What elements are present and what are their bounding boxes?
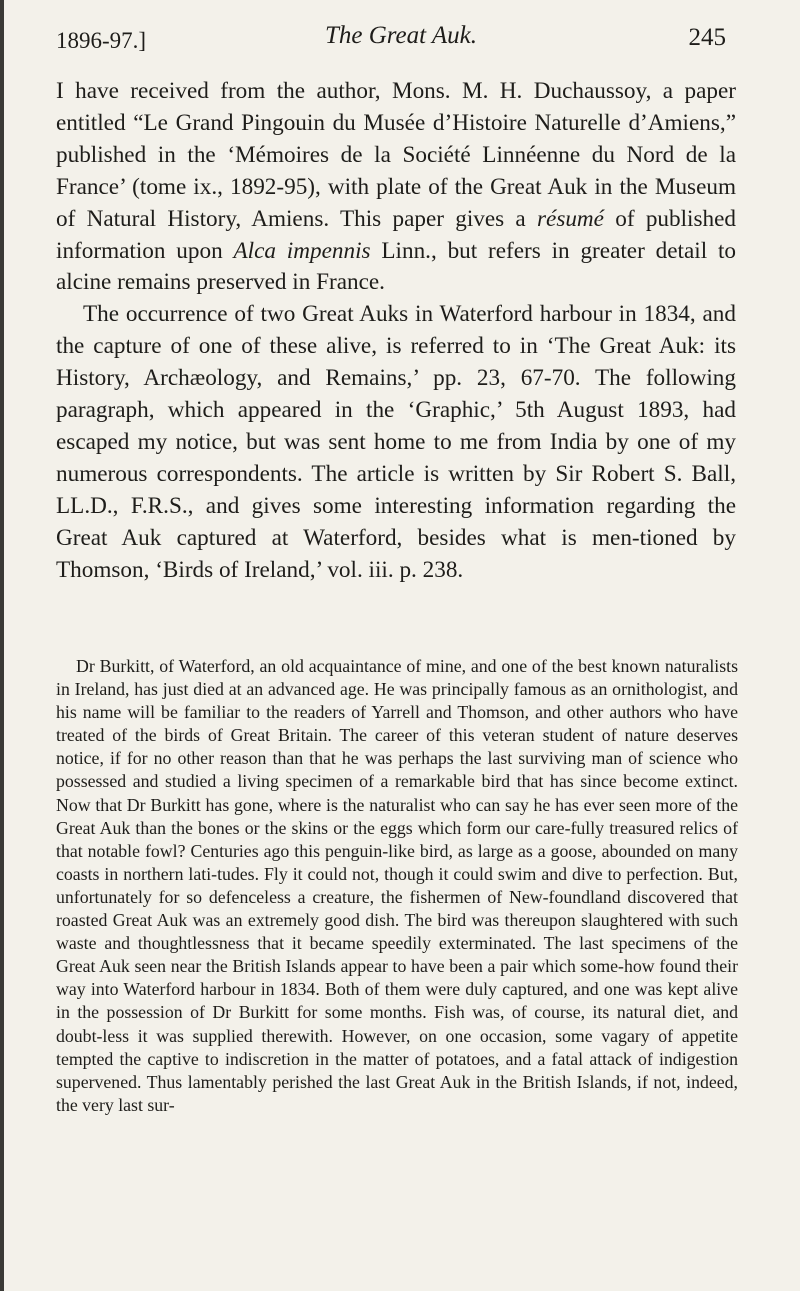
quote-paragraph: Dr Burkitt, of Waterford, an old acquaintance of mine, and one of the best known naturalists in Ireland, has just died at an advanced age. He was principally famous as an ornithologist, and his name will be familiar to the readers of Yarrell and Thomson, and other authors who have treated of the birds of Great Britain. The career of this veteran student of nature deserves notice, if for no other reason than that he was perhaps the last surviving man of science who possessed and studied a living specimen of a remarkable bird that has since become extinct. Now that Dr Burkitt has gone, where is the naturalist who can say he has ever seen more of the Great Auk than the bones or the skins or the eggs which form our care-fully treasured relics of that notable fowl? Centuries ago this penguin-like bird, as large as a goose, abounded on many coasts in northern lati-tudes. Fly it could not, though it could swim and dive to perfection. But, unfortunately for so defenceless a creature, the fishermen of New-foundland discovered that roasted Great Auk was an extremely good dish. The bird was thereupon slaughtered with such waste and thoughtlessness that it became speedily exterminated. The last specimens of the Great Auk seen near the British Islands appear to have been a pair which some-how found their way into Waterford harbour in 1834. Both of them were duly captured, and one was kept alive in the possession of Dr Burkitt for some months. Fish was, of course, its natural diet, and doubt-less it was supplied therewith. However, on one occasion, some vagary of appetite tempted the captive to indiscretion in the matter of potatoes, and a fatal attack of indigestion supervened. Thus lamentably perished the last Great Auk in the British Islands, if not, indeed, the very last sur-	[56, 656, 738, 1115]
header-years: 1896-97.]	[56, 28, 147, 53]
paragraph-1-italic-resume: résumé	[537, 205, 604, 232]
paragraph-1-part-1: I have received from the author, Mons. M. H. Duchaussoy, a paper entitled “Le Grand Pingouin du Musée d’Histoire Naturelle d’Amiens,” published in the ‘Mémoires de la Société Linnéenne du Nord de la France’ (tome ix., 1892-95), with plate of the Great Auk in the Museum of Natural History, Amiens. This paper gives a	[56, 78, 736, 232]
quoted-passage	[56, 655, 738, 1117]
paragraph-1-part-2: of published information upon	[56, 205, 736, 264]
paragraph-1-italic-species: Alca impennis	[233, 237, 371, 264]
header-title: The Great Auk.	[324, 22, 478, 49]
paragraph-2-text: The occurrence of two Great Auks in Waterford harbour in 1834, and the capture of one of these alive, is referred to in ‘The Great Auk: its History, Archæology, and Remains,’ pp. 23, 67-70. The following paragraph, which appeared in the ‘Graphic,’ 5th August 1893, had escaped my notice, but was sent home to me from India by one of my numerous correspondents. The article is written by Sir Robert S. Ball, LL.D., F.R.S., and gives some interesting information regarding the Great Auk captured at Waterford, besides what is men-tioned by Thomson, ‘Birds of Ireland,’ vol. iii. p. 238.	[56, 301, 736, 583]
running-header	[46, 18, 756, 58]
paragraph-1-part-3: Linn., but refers in greater detail to alcine remains preserved in France.	[56, 237, 736, 296]
page-number: 245	[688, 24, 726, 51]
paragraph-2	[56, 299, 736, 586]
paragraph-1	[56, 76, 736, 299]
body-text	[56, 76, 736, 587]
page-edge-shadow	[0, 0, 4, 1291]
